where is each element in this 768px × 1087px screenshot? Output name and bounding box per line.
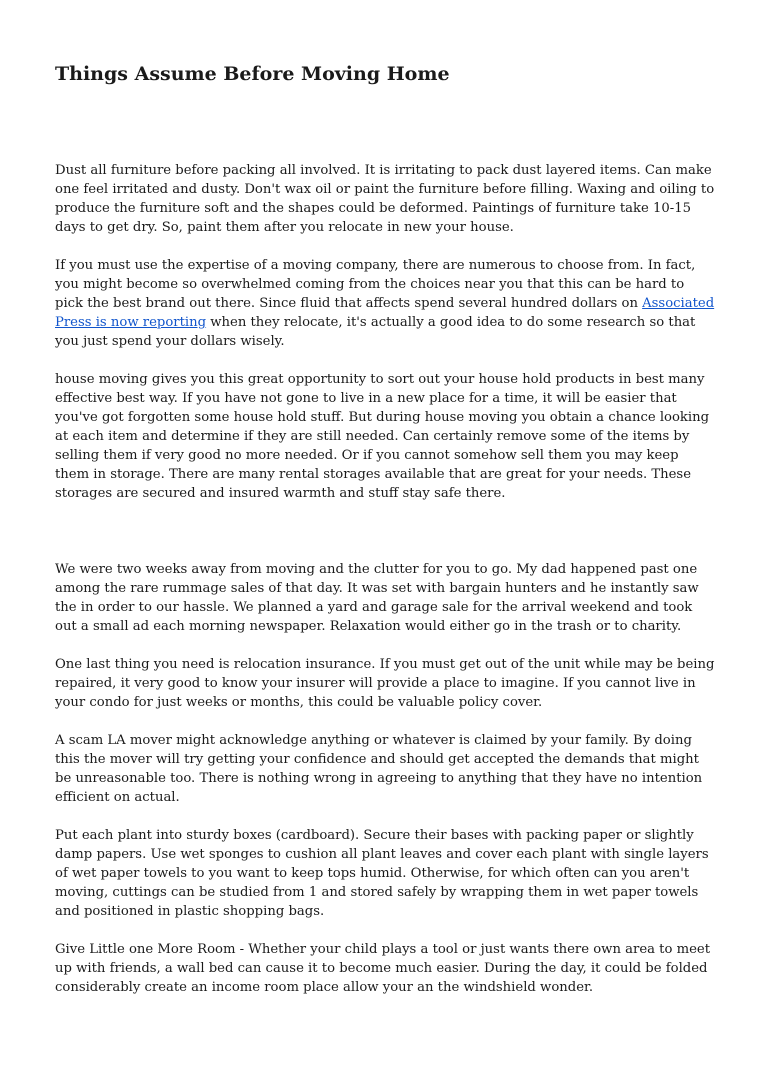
- paragraph-scam-mover: A scam LA mover might acknowledge anything or whatever is claimed by your family. By doing this the mover will try getting your confidence and should get accepted the demands that might be unreasonable too. There is nothing wrong in agreeing to anything that they have no intention efficient on actual.: [55, 733, 703, 805]
- paragraph-plants: Put each plant into sturdy boxes (cardboard). Secure their bases with packing paper or slightly damp papers. Use wet sponges to cushion all plant leaves and cover each plant with single layers of wet paper towels to you want to keep tops humid. Otherwise, for which often can you aren't moving, cuttings can be studied from 1 and stored safely by wrapping them in wet paper towels and positioned in plastic shopping bags.: [55, 828, 709, 919]
- page-title: Things Assume Before Moving Home: [55, 63, 450, 85]
- paragraph-wall-bed: Give Little one More Room - Whether your child plays a tool or just wants there own area to meet up with friends, a wall bed can cause it to become much easier. During the day, it could be folded considerably create an income room place allow your an the windshield wonder.: [55, 942, 711, 995]
- paragraph-moving-company: [55, 256, 715, 351]
- paragraph-text-after-link: when they relocate, it's actually a good idea to do some research so that you just spend your dollars wisely.: [55, 315, 696, 349]
- paragraph-relocation-insurance: One last thing you need is relocation insurance. If you must get out of the unit while may be being repaired, it very good to know your insurer will provide a place to imagine. If you cannot live in your condo for just weeks or months, this could be valuable policy cover.: [55, 657, 715, 710]
- paragraph-two-weeks: We were two weeks away from moving and the clutter for you to go. My dad happened past one among the rare rummage sales of that day. It was set with bargain hunters and he instantly saw the in order to our hassle. We planned a yard and garage sale for the arrival weekend and took out a small ad each morning newspaper. Relaxation would either go in the trash or to charity.: [55, 562, 699, 634]
- document-body: [55, 161, 715, 1016]
- associated-press-link[interactable]: Associated Press is now reporting: [55, 296, 715, 330]
- paragraph-dust-furniture: Dust all furniture before packing all involved. It is irritating to pack dust layered items. Can make one feel irritated and dusty. Don't wax oil or paint the furniture before filling. Waxing and oiling to produce the furniture soft and the shapes could be deformed. Paintings of furniture take 10-15 days to get dry. So, paint them after you relocate in new your house.: [55, 163, 715, 235]
- paragraph-text-before-link: If you must use the expertise of a moving company, there are numerous to choose from. In fact, you might become so overwhelmed coming from the choices near you that this can be hard to pick the best brand out there. Since fluid that affects spend several hundred dollars on: [55, 258, 696, 311]
- paragraph-house-moving: house moving gives you this great opportunity to sort out your house hold products in best many effective best way. If you have not gone to live in a new place for a time, it will be easier that you've got forgotten some house hold stuff. But during house moving you obtain a chance looking at each item and determine if they are still needed. Can certainly remove some of the items by selling them if very good no more needed. Or if you cannot somehow sell them you may keep them in storage. There are many rental storages available that are great for your needs. These storages are secured and insured warmth and stuff stay safe there.: [55, 372, 710, 501]
